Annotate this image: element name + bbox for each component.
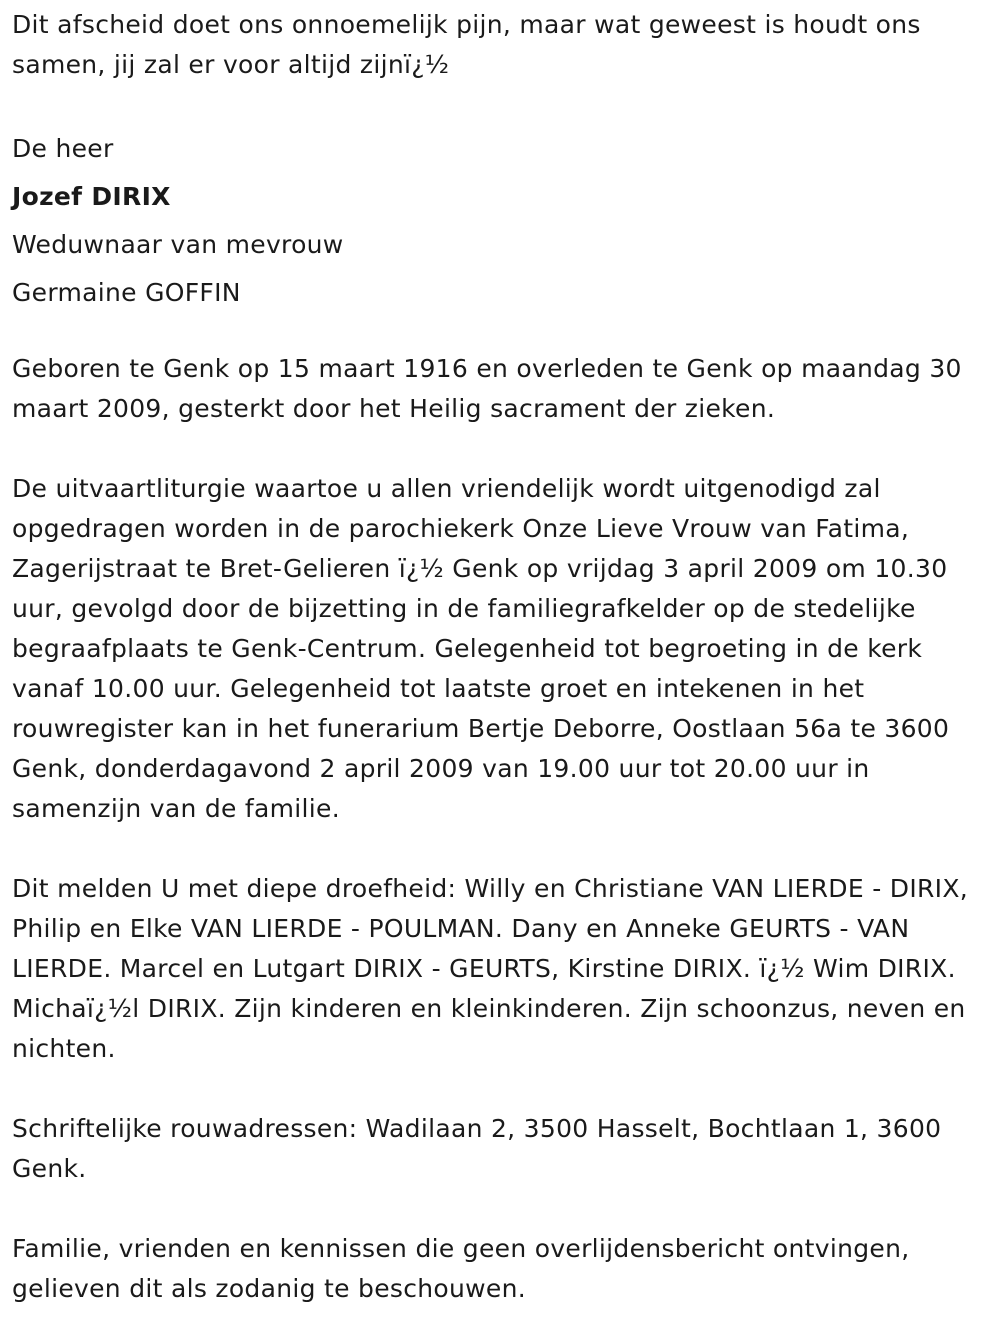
closing-paragraph: Familie, vrienden en kennissen die geen overlijdensbericht ontvingen, gelieven dit als zodanig te beschouwen.	[12, 1234, 910, 1303]
intro-text: Dit afscheid doet ons onnoemelijk pijn, maar wat geweest is houdt ons samen, jij zal er voor altijd zijnï¿½	[12, 10, 921, 79]
birth-death-paragraph: Geboren te Genk op 15 maart 1916 en overleden te Genk op maandag 30 maart 2009, gesterkt door het Heilig sacrament der zieken.	[12, 354, 962, 423]
spouse-name: Germaine GOFFIN	[12, 278, 241, 307]
widower-label: Weduwnaar van mevrouw	[12, 230, 344, 259]
deceased-name: Jozef DIRIX	[12, 182, 171, 211]
honorific: De heer	[12, 134, 114, 163]
funeral-paragraph: De uitvaartliturgie waartoe u allen vriendelijk wordt uitgenodigd zal opgedragen worden in de parochiekerk Onze Lieve Vrouw van Fatima, Zagerijstraat te Bret-Gelieren ï¿½ Genk op vrijdag 3 april 2009 om 10.30 uur, gevolgd door de bijzetting in de familiegrafkelder op de stedelijke begraafplaats te Genk-Centrum. Gelegenheid tot begroeting in de kerk vanaf 10.00 uur. Gelegenheid tot laatste groet en intekenen in het rouwregister kan in het funerarium Bertje Deborre, Oostlaan 56a te 3600 Genk, donderdagavond 2 april 2009 van 19.00 uur tot 20.00 uur in samenzijn van de familie.	[12, 474, 950, 823]
addresses-paragraph: Schriftelijke rouwadressen: Wadilaan 2, 3500 Hasselt, Bochtlaan 1, 3600 Genk.	[12, 1114, 942, 1183]
family-paragraph: Dit melden U met diepe droefheid: Willy en Christiane VAN LIERDE - DIRIX, Philip en Elke VAN LIERDE - POULMAN. Dany en Anneke GEURTS - VAN LIERDE. Marcel en Lutgart DIRIX - GEURTS, Kirstine DIRIX. ï¿½ Wim DIRIX. Michaï¿½l DIRIX. Zijn kinderen en kleinkinderen. Zijn schoonzus, neven en nichten.	[12, 874, 969, 1063]
